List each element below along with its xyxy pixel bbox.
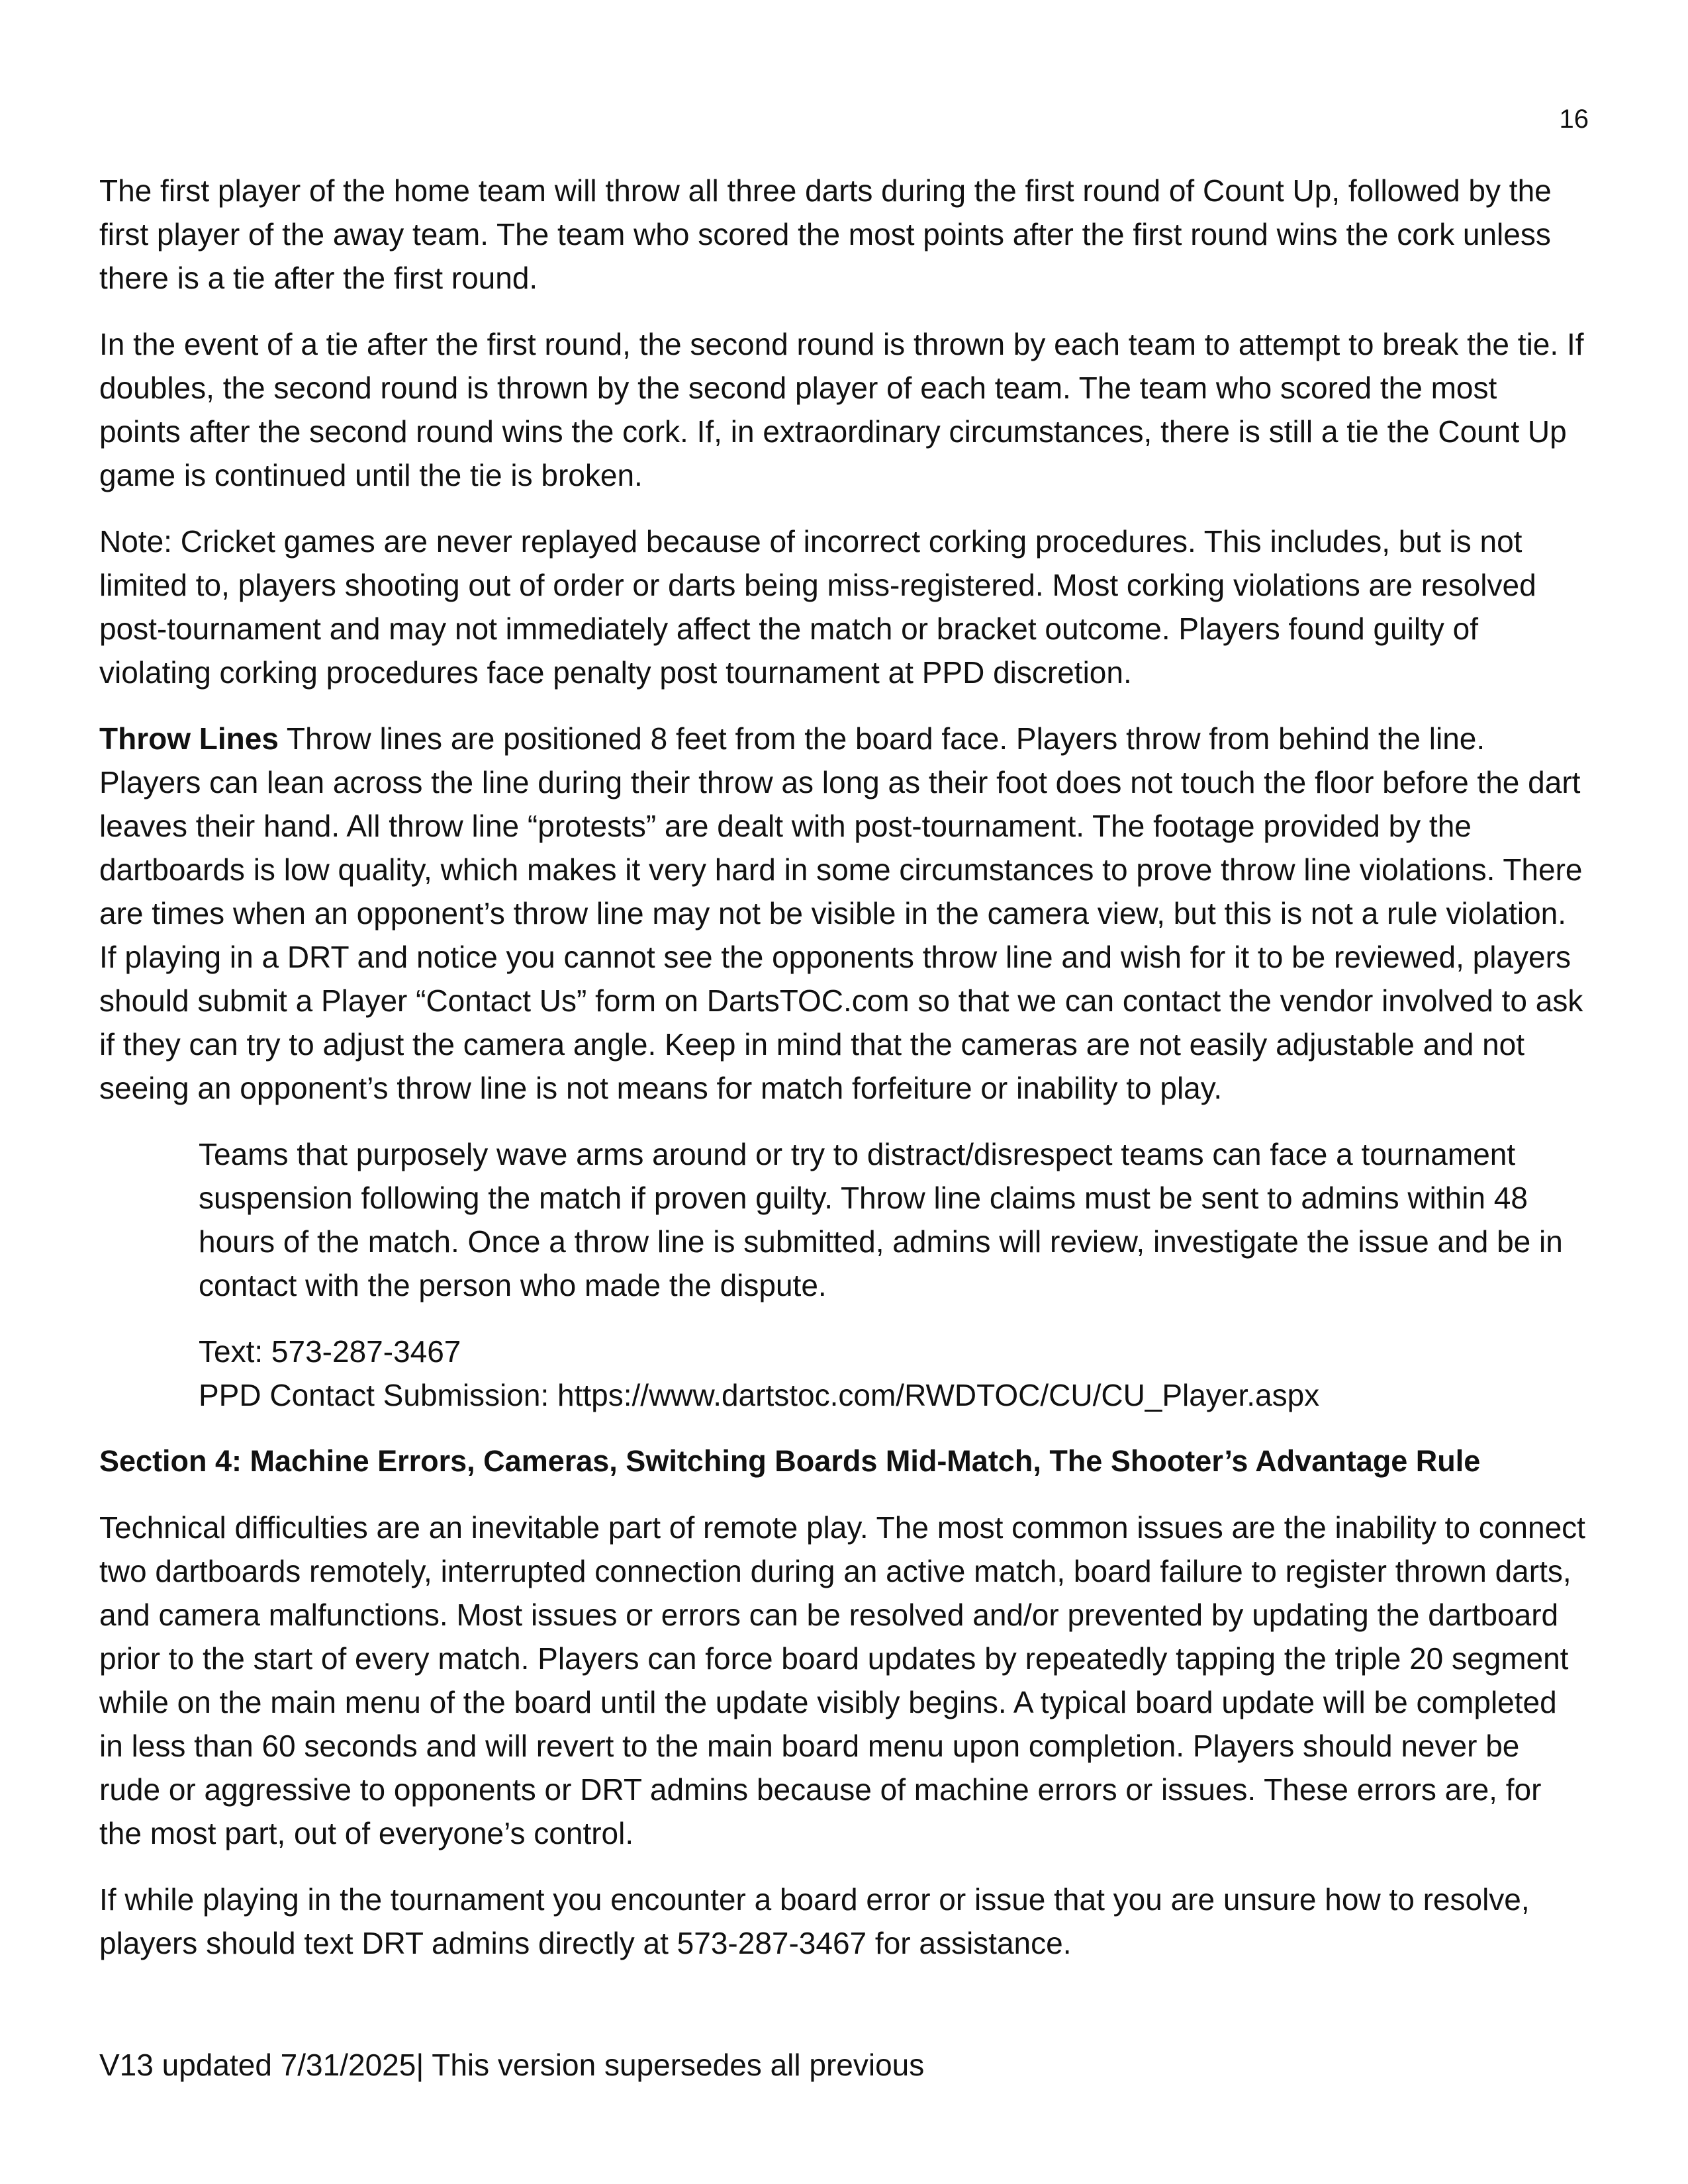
throw-lines-text: Throw lines are positioned 8 feet from the board face. Players throw from behind the line. Players can lean across the line during their throw as long as their foot does not touch the floor before the dart leaves their hand. All throw line “protests” are dealt with post-tournament. The footage provided by the dartboards is low quality, which makes it very hard in some circumstances to prove throw line violations. There are times when an opponent’s throw line may not be visible in the camera view, but this is not a rule violation. If playing in a DRT and notice you cannot see the opponents throw line and wish for it to be reviewed, players should submit a Player “Contact Us” form on DartsTOC.com so that we can contact the vendor involved to ask if they can try to adjust the camera angle. Keep in mind that the cameras are not easily adjustable and not seeing an opponent’s throw line is not means for match forfeiture or inability to play. [99,721,1583,1105]
section-4-heading: Section 4: Machine Errors, Cameras, Switching Boards Mid-Match, The Shooter’s Advantage Rule [99,1444,1481,1478]
paragraph-first-round: The first player of the home team will throw all three darts during the first round of Count Up, followed by the first player of the away team. The team who scored the most points after the first round wins the cork unless there is a tie after the first round. [99,173,1552,295]
throw-lines-label: Throw Lines [99,721,279,756]
paragraph-technical-difficulties: Technical difficulties are an inevitable part of remote play. The most common issues are the inability to connect two dartboards remotely, interrupted connection during an active match, board failure to register thrown darts, and camera malfunctions. Most issues or errors can be resolved and/or prevented by updating the dartboard prior to the start of every match. Players can force board updates by repeatedly tapping the triple 20 segment while on the main menu of the board until the update visibly begins. A typical board update will be completed in less than 60 seconds and will revert to the main board menu upon completion. Players should never be rude or aggressive to opponents or DRT admins because of machine errors or issues. These errors are, for the most part, out of everyone’s control. [99,1510,1585,1850]
contact-text-line: Text: 573-287-3467 [199,1334,461,1369]
paragraph-suspension-note: Teams that purposely wave arms around or try to distract/disrespect teams can face a tournament suspension following the match if proven guilty. Throw line claims must be sent to admins within 48 hours of the match. Once a throw line is submitted, admins will review, investigate the issue and be in contact with the person who made the dispute. [199,1137,1563,1302]
page-number: 16 [1559,105,1589,134]
document-body [99,169,1585,1987]
paragraph-board-error-contact: If while playing in the tournament you encounter a board error or issue that you are unsure how to resolve, players should text DRT admins directly at 573-287-3467 for assistance. [99,1882,1530,1960]
paragraph-cricket-note: Note: Cricket games are never replayed because of incorrect corking procedures. This includes, but is not limited to, players shooting out of order or darts being miss-registered. Most corking violations are resolved post-tournament and may not immediately affect the match or bracket outcome. Players found guilty of violating corking procedures face penalty post tournament at PPD discretion. [99,524,1536,690]
contact-submission-line: PPD Contact Submission: https://www.dartstoc.com/RWDTOC/CU/CU_Player.aspx [199,1378,1320,1412]
version-footer: V13 updated 7/31/2025| This version supersedes all previous [99,2048,925,2082]
paragraph-throw-lines [99,717,1585,1110]
paragraph-tie-break: In the event of a tie after the first round, the second round is thrown by each team to attempt to break the tie. If doubles, the second round is thrown by the second player of each team. The team who scored the most points after the second round wins the cork. If, in extraordinary circumstances, there is still a tie the Count Up game is continued until the tie is broken. [99,327,1584,492]
